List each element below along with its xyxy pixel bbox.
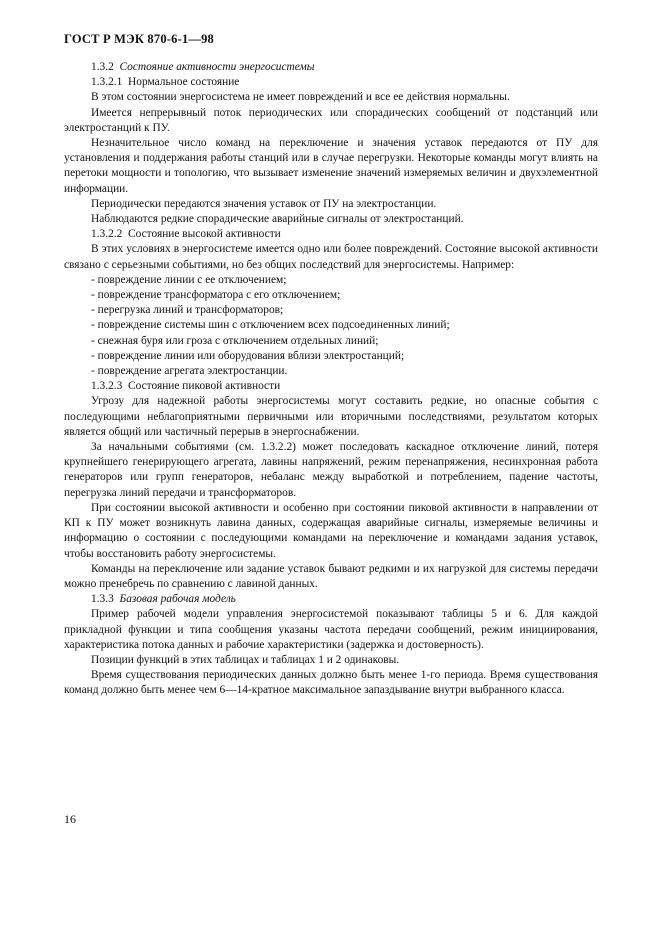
section-heading-1-3-2-3: [64, 379, 598, 394]
section-number: 1.3.3: [91, 593, 114, 606]
list-item: - повреждение агрегата электростанции.: [91, 365, 288, 378]
paragraph: В этом состоянии энергосистема не имеет повреждений и все ее действия нормальны.: [91, 91, 510, 104]
document-body: [64, 60, 598, 699]
section-heading-1-3-2: [64, 60, 598, 75]
section-title: Состояние высокой активности: [128, 228, 281, 241]
paragraph: Команды на переключение или задание уставок бывают редкими и их нагрузкой для системы передачи можно пренебречь по сравнению с лавиной данных.: [64, 562, 598, 590]
paragraph: Незначительное число команд на переключение и значения уставок передаются от ПУ для установления и поддержания работы станций или в случае перегрузки. Некоторые команды могут влиять на перетоки мощности и топологию, что вызывает изменение значений измеряемых величин и двухэлементной информации.: [64, 137, 598, 195]
list-item: - повреждение трансформатора с его отключением;: [91, 289, 341, 302]
paragraph: Имеется непрерывный поток периодических или спорадических сообщений от подстанций или электростанций к ПУ.: [64, 106, 598, 134]
paragraph: Позиции функций в этих таблицах и таблицах 1 и 2 одинаковы.: [91, 653, 400, 666]
section-title: Состояние пиковой активности: [128, 380, 281, 393]
list-item: - снежная буря или гроза с отключением отдельных линий;: [91, 334, 379, 347]
paragraph: За начальными событиями (см. 1.3.2.2) может последовать каскадное отключение линий, потеря крупнейшего генерирующего агрегата, лавины напряжений, режим перенапряжения, несинхронная работа генераторов или групп генераторов, небаланс между выработкой и потреблением, падение частоты, перегрузка линий передачи и трансформаторов.: [64, 441, 598, 499]
section-title: Базовая рабочая модель: [119, 593, 236, 606]
paragraph: В этих условиях в энергосистеме имеется одно или более повреждений. Состояние высокой активности связано с серьезными событиями, но без общих последствий для энергосистемы. Например:: [64, 243, 598, 271]
list-item: - повреждение линии или оборудования вблизи электростанций;: [91, 349, 405, 362]
page-number: 16: [64, 812, 76, 826]
list-item: - повреждение системы шин с отключением всех подсоединенных линий;: [91, 319, 450, 332]
section-number: 1.3.2.2: [91, 228, 123, 241]
paragraph: Время существования периодических данных должно быть менее 1-го периода. Время существования команд должно быть менее чем 6—14-кратное максимальное запаздывание внутри выбранного класса.: [64, 669, 598, 697]
section-title: Нормальное состояние: [128, 76, 240, 89]
list-item: - перегрузка линий и трансформаторов;: [91, 304, 284, 317]
section-number: 1.3.2.3: [91, 380, 123, 393]
paragraph: Периодически передаются значения уставок от ПУ на электростанции.: [91, 197, 437, 210]
section-number: 1.3.2: [91, 61, 114, 73]
section-title: Состояние активности энергосистемы: [119, 61, 315, 73]
paragraph: При состоянии высокой активности и особенно при состоянии пиковой активности в направлении от КП к ПУ может возникнуть лавина данных, содержащая аварийные сигналы, измеряемые величины и информацию о состоянии с последующими командами на переключение и командами задания уставок, чтобы восстановить работу энергосистемы.: [64, 501, 598, 560]
section-heading-1-3-2-2: [64, 227, 598, 242]
section-heading-1-3-3: [64, 592, 598, 607]
paragraph: Пример рабочей модели управления энергосистемой показывают таблицы 5 и 6. Для каждой прикладной функции и типа сообщения указаны частота передачи сообщений, режим инициирования, характеристика потока данных и рабочие характеристики (задержка и достоверность).: [64, 608, 598, 651]
section-heading-1-3-2-1: [64, 75, 598, 90]
bullet-list: [64, 273, 598, 379]
paragraph: Угрозу для надежной работы энергосистемы могут составить редкие, но опасные события с последующими неблагоприятными первичными или вторичными последствиями, результатом которых является общий или частичный перерыв в энергоснабжении.: [64, 395, 598, 438]
document-header: ГОСТ Р МЭК 870-6-1—98: [64, 32, 215, 46]
list-item: - повреждение линии с ее отключением;: [91, 273, 287, 286]
paragraph: Наблюдаются редкие спорадические аварийные сигналы от электростанций.: [91, 213, 464, 226]
section-number: 1.3.2.1: [91, 76, 123, 89]
